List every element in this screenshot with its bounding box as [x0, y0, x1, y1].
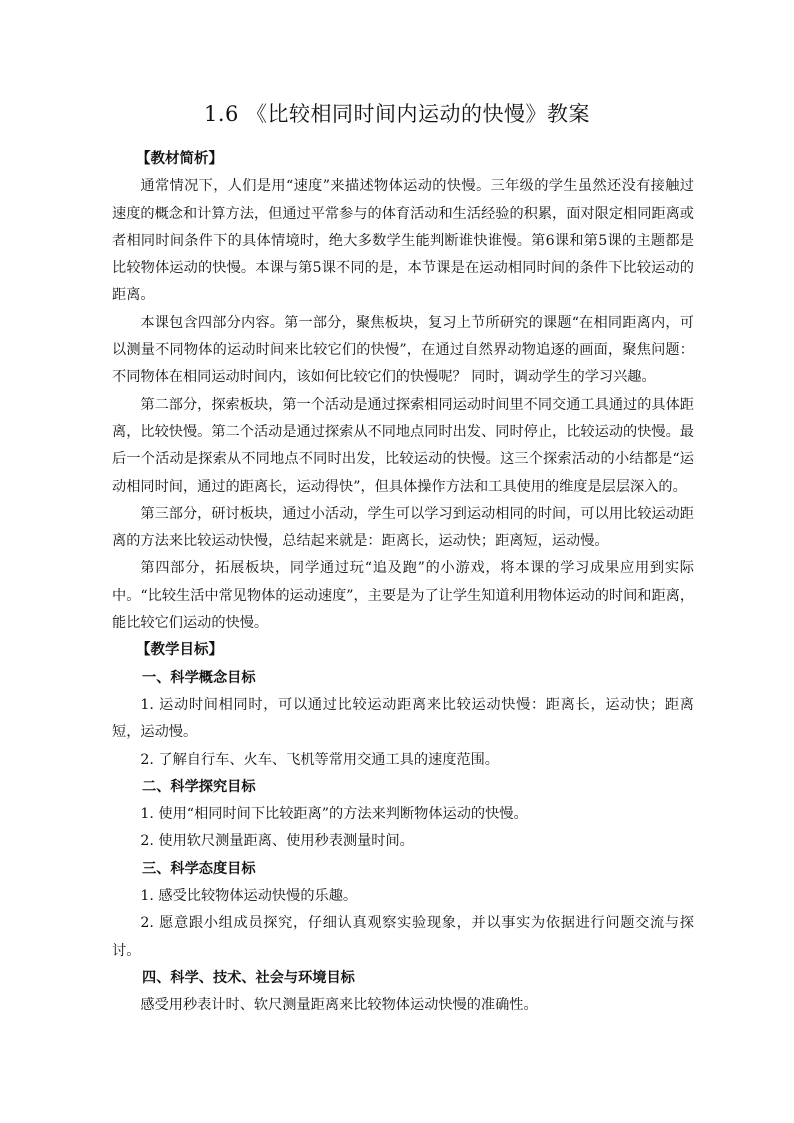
section-heading-objectives: 【教学目标】 — [136, 642, 223, 659]
section-heading-analysis: 【教材简析】 — [136, 151, 223, 167]
objective-item: 感受用秒表计时、软尺测量距离来比较物体运动快慢的准确性。 — [140, 997, 538, 1014]
objective-item: 2. 愿意跟小组成员探究，仔细认真观察实验现象，并以事实为依据进行问题交流与探讨。 — [112, 915, 694, 959]
objective-item: 2. 使用软尺测量距离、使用秒表测量时间。 — [140, 833, 414, 850]
document-body — [112, 146, 694, 1020]
objective-heading-concept: 一、科学概念目标 — [142, 669, 256, 686]
objective-item: 2. 了解自行车、火车、飞机等常用交通工具的速度范围。 — [140, 751, 499, 768]
analysis-paragraph: 本课包含四部分内容。第一部分，聚焦板块，复习上节所研究的课题“在相同距离内，可以测量不同物体的运动时间来比较它们的快慢”，在通过自然界动物追逐的画面，聚焦问题：不同物体在相同运动时间内，该如何比较它们的快慢呢？ 同时，调动学生的学习兴趣。 — [112, 314, 694, 386]
objective-heading-attitude: 三、科学态度目标 — [142, 860, 256, 877]
objective-item: 1. 感受比较物体运动快慢的乐趣。 — [140, 888, 358, 905]
analysis-paragraph: 通常情况下，人们是用“速度”来描述物体运动的快慢。三年级的学生虽然还没有接触过速度的概念和计算方法，但通过平常参与的体育活动和生活经验的积累，面对限定相同距离或者相同时间条件下的具体情境时，绝大多数学生能判断谁快谁慢。第6课和第5课的主题都是比较物体运动的快慢。本课与第5课不同的是，本节课是在运动相同时间的条件下比较运动的距离。 — [112, 178, 694, 304]
objective-item: 1. 运动时间相同时，可以通过比较运动距离来比较运动快慢：距离长，运动快；距离短，运动慢。 — [112, 696, 694, 741]
analysis-paragraph: 第四部分，拓展板块，同学通过玩“追及跑”的小游戏，将本课的学习成果应用到实际中。“比较生活中常见物体的运动速度”，主要是为了让学生知道利用物体运动的时间和距离，能比较它们运动的快慢。 — [112, 560, 695, 632]
objective-heading-inquiry: 二、科学探究目标 — [142, 778, 256, 795]
analysis-paragraph: 第二部分，探索板块，第一个活动是通过探索相同运动时间里不同交通工具通过的具体距离，比较快慢。第二个活动是通过探索从不同地点同时出发、同时停止，比较运动的快慢。最后一个活动是探索从不同地点不同时出发，比较运动的快慢。这三个探索活动的小结都是“运动相同时间，通过的距离长，运动得快”，但具体操作方法和工具使用的维度是层层深入的。 — [112, 396, 694, 495]
objective-heading-stse: 四、科学、技术、社会与环境目标 — [142, 969, 355, 986]
document-title: 1.6 《比较相同时间内运动的快慢》教案 — [203, 102, 591, 126]
objective-item: 1. 使用“相同时间下比较距离”的方法来判断物体运动的快慢。 — [140, 806, 528, 823]
analysis-paragraph: 第三部分，研讨板块，通过小活动，学生可以学习到运动相同的时间，可以用比较运动距离的方法来比较运动快慢，总结起来就是：距离长，运动快；距离短，运动慢。 — [112, 505, 694, 550]
